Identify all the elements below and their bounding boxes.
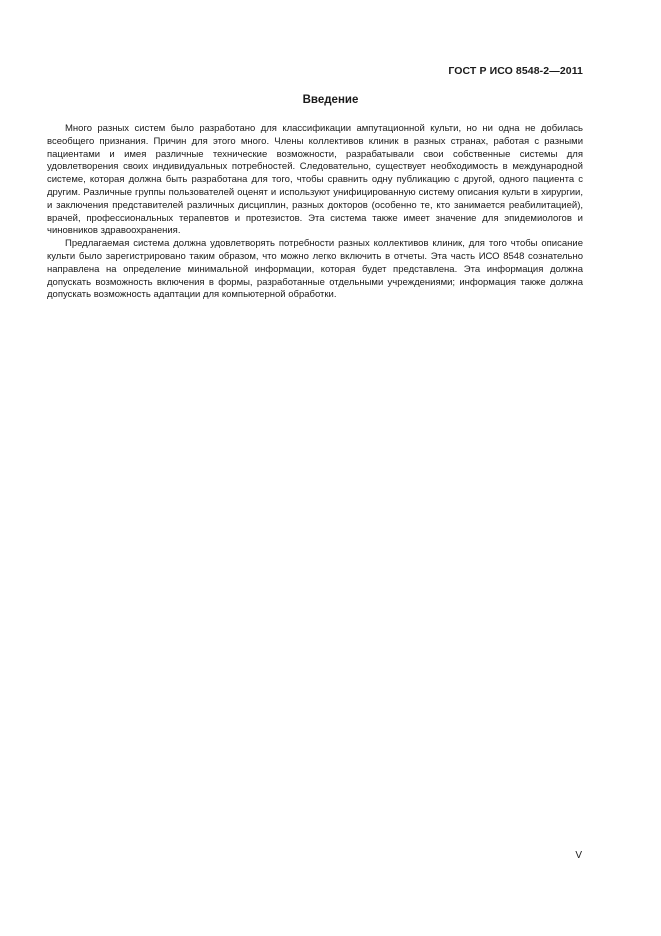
- paragraph-1: Много разных систем было разработано для классификации ампутационной культи, но ни одна не добилась всеобщего признания. Причин для этого много. Члены коллективов клиник в разных странах, работая с разными пациентами и имея различные технические возможности, разрабатывали свои собственные системы для удовлетворения своих индивидуальных потребностей. Следовательно, существует необходимость в международной системе, которая должна быть разработана для того, чтобы сравнить одну публикацию с другой, одного пациента с другим. Различные группы пользователей оценят и используют унифицированную систему описания культи в хирургии, и заключения представителей различных дисциплин, разных докторов (особенно те, кто занимается реабилитацией), врачей, профессиональных терапевтов и протезистов. Эта система также имеет значение для эпидемиологов и чиновников здравоохранения.: [47, 123, 583, 237]
- body-text: [47, 123, 583, 302]
- document-standard-id: ГОСТ Р ИСО 8548-2—2011: [448, 65, 583, 77]
- paragraph-2: Предлагаемая система должна удовлетворять потребности разных коллективов клиник, для того чтобы описание культи было зарегистрировано таким образом, что можно легко включить в отчеты. Эта часть ИСО 8548 сознательно направлена на определение минимальной информации, которая будет представлена. Эта информация должна допускать возможность включения в формы, разработанные отдельными учреждениями; информация также должна допускать возможность адаптации для компьютерной обработки.: [47, 238, 583, 301]
- section-title: Введение: [302, 94, 359, 106]
- page-number: V: [575, 850, 582, 861]
